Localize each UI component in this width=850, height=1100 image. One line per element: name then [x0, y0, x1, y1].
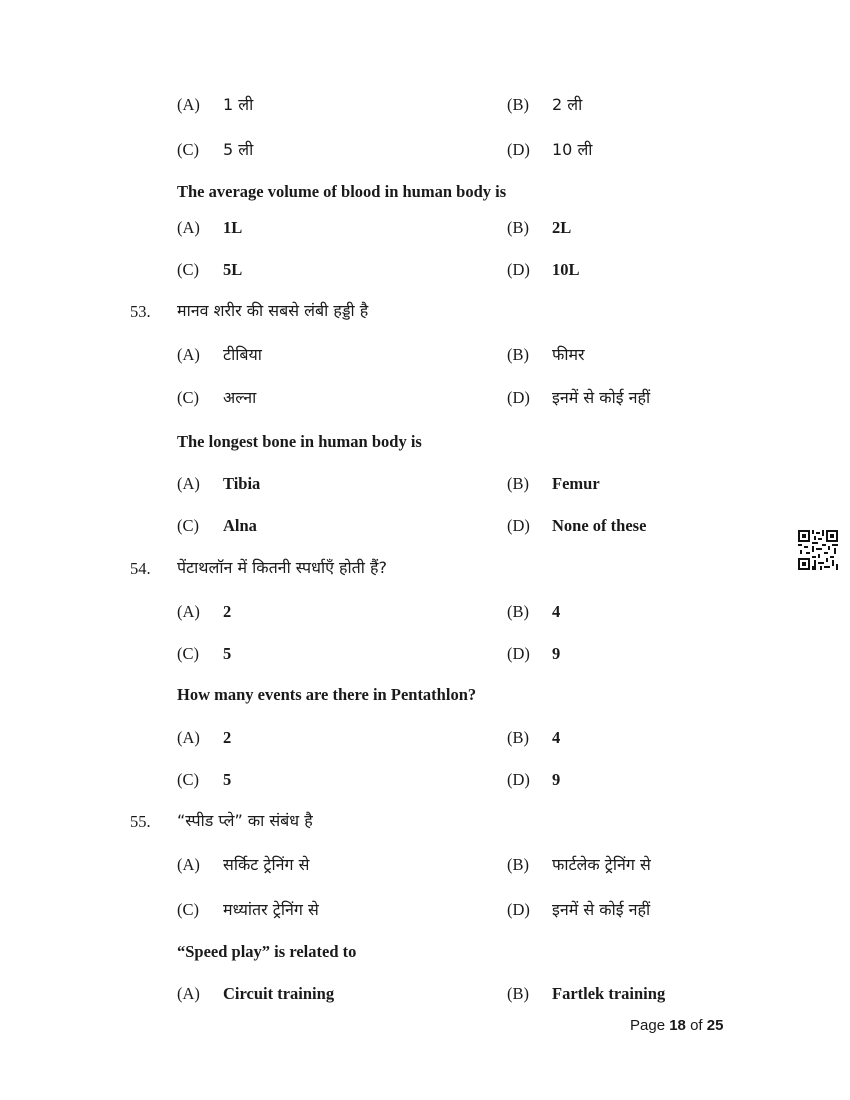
option-label: (B)	[507, 345, 529, 364]
option-label: (A)	[177, 218, 200, 237]
question-text-hi: मानव शरीर की सबसे लंबी हड्डी है	[177, 301, 369, 320]
question-text-en: The average volume of blood in human body is	[177, 182, 507, 201]
option-label: (B)	[507, 602, 529, 621]
option-text: 9	[552, 770, 561, 789]
option-label: (D)	[507, 140, 530, 159]
option-text: फार्टलेक ट्रेनिंग से	[552, 855, 651, 874]
option-label: (B)	[507, 474, 529, 493]
option-text: इनमें से कोई नहीं	[552, 388, 651, 407]
option-label: (A)	[177, 95, 200, 114]
option-text: फीमर	[552, 345, 585, 364]
option-text: 4	[552, 728, 561, 747]
option-label: (C)	[177, 260, 199, 279]
option-text: Fartlek training	[552, 984, 666, 1003]
option-label: (A)	[177, 984, 200, 1003]
option-label: (D)	[507, 260, 530, 279]
option-text: इनमें से कोई नहीं	[552, 900, 651, 919]
option-label: (B)	[507, 855, 529, 874]
option-label: (C)	[177, 900, 199, 919]
qr-code-icon	[798, 530, 838, 570]
option-text: 4	[552, 602, 561, 621]
option-label: (D)	[507, 770, 530, 789]
option-text: 2 ली	[552, 95, 583, 114]
option-text: 5 ली	[223, 140, 254, 159]
option-label: (B)	[507, 984, 529, 1003]
option-text: 5	[223, 644, 232, 663]
option-text: 2	[223, 728, 232, 747]
option-label: (A)	[177, 855, 200, 874]
page-prefix: Page	[630, 1017, 666, 1034]
question-text-en: “Speed play” is related to	[177, 942, 357, 961]
question-number: 54.	[130, 559, 151, 578]
page-of: of	[690, 1017, 703, 1034]
option-label: (A)	[177, 474, 200, 493]
option-label: (B)	[507, 218, 529, 237]
option-label: (D)	[507, 900, 530, 919]
option-text: 2L	[552, 218, 572, 237]
option-label: (D)	[507, 516, 530, 535]
option-text: टीबिया	[223, 345, 262, 364]
option-label: (A)	[177, 602, 200, 621]
page-total: 25	[706, 1017, 724, 1034]
option-label: (B)	[507, 728, 529, 747]
page-number	[630, 1017, 723, 1034]
option-label: (C)	[177, 516, 199, 535]
option-text: सर्किट ट्रेनिंग से	[223, 855, 310, 874]
question-number: 55.	[130, 812, 151, 831]
question-text-en: The longest bone in human body is	[177, 432, 422, 451]
option-label: (D)	[507, 388, 530, 407]
option-text: 5L	[223, 260, 243, 279]
question-text-en: How many events are there in Pentathlon?	[177, 685, 477, 704]
option-text: 5	[223, 770, 232, 789]
option-label: (A)	[177, 345, 200, 364]
option-label: (B)	[507, 95, 529, 114]
option-text: Tibia	[223, 474, 261, 493]
option-text: मध्यांतर ट्रेनिंग से	[223, 900, 319, 919]
question-number: 53.	[130, 302, 151, 321]
option-text: None of these	[552, 516, 647, 535]
option-text: Femur	[552, 474, 600, 493]
page-current: 18	[669, 1017, 686, 1034]
option-label: (D)	[507, 644, 530, 663]
option-label: (A)	[177, 728, 200, 747]
option-text: 1 ली	[223, 95, 254, 114]
option-label: (C)	[177, 388, 199, 407]
option-text: 2	[223, 602, 232, 621]
option-label: (C)	[177, 140, 199, 159]
option-text: Alna	[223, 516, 257, 535]
option-text: अल्ना	[223, 388, 257, 407]
question-text-hi: पेंटाथलॉन में कितनी स्पर्धाएँ होती हैं?	[177, 558, 388, 577]
option-text: 10 ली	[552, 140, 593, 159]
option-text: 9	[552, 644, 561, 663]
option-text: 1L	[223, 218, 243, 237]
option-label: (C)	[177, 770, 199, 789]
question-text-hi: “स्पीड प्ले” का संबंध है	[177, 811, 313, 830]
option-text: Circuit training	[223, 984, 335, 1003]
option-text: 10L	[552, 260, 580, 279]
option-label: (C)	[177, 644, 199, 663]
